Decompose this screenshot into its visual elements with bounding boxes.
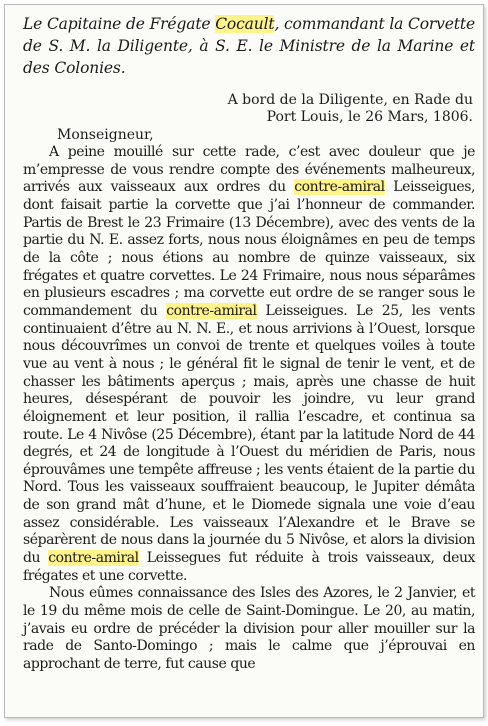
paragraph-1-text-b: Leisseigues, dont faisait partie la corvette que j’ai l’honneur de commander. Partis de Brest le 23 Frimaire (13 Décembre), avec des vents de la partie du N. E. assez forts, nous nous éloignâmes en peu de temps de la côte ; nous étions au nombre de quinze vaisseaux, six frégates et quatre corvettes. Le 24 Frimaire, nous nous séparâmes en plusieurs escadres ; ma corvette eut ordre de se ranger sous le commandement du: [23, 179, 475, 319]
document-content: [23, 13, 475, 678]
document-page: [4, 4, 484, 718]
highlighted-term: contre-amiral: [294, 179, 385, 196]
highlighted-term: contre-amiral: [48, 550, 139, 567]
paragraph-1: [23, 144, 475, 585]
bottom-spacer: [23, 674, 475, 678]
place-date-line-2: Port Louis, le 26 Mars, 1806.: [266, 109, 473, 125]
header-text-start: Le Capitaine de Frégate: [23, 15, 216, 33]
paragraph-1-text-d: Leissegues fut réduite à trois vaisseaux, deux frégates et une corvette.: [23, 550, 475, 584]
paragraph-2-text: Nous eûmes connaissance des Isles des Azores, le 2 Janvier, et le 19 du même mois de celle de Saint-Domingue. Le 20, au matin, j’avais eu ordre de précéder la division pour aller mouiller sur la rade de Santo-Domingo ; mais le calme que j’éprouvai en approchant de terre, fut cause que: [23, 585, 475, 673]
document-header: [23, 13, 475, 79]
paragraph-1-text-c: Leisseigues. Le 25, les vents continuaient d’être au N. N. E., et nous arrivions à l’Ouest, lorsque nous découvrîmes un convoi de trente et quelques voiles à toute vue au vent à nous ; le général fit le signal de tenir le vent, et de chasser les bâtiments aperçus ; mais, après une chasse de huit heures, désespérant de pouvoir les joindre, vu leur grand éloignement et leur position, il rallia l’escadre, et continua sa route. Le 4 Nivôse (25 Décembre), étant par la latitude Nord de 44 degrés, et 24 de longitude à l’Ouest du méridien de Paris, nous éprouvâmes une tempête affreuse ; les vents étaient de la partie du Nord. Tous les vaisseaux souffraient beaucoup, le Jupiter démâta de son grand mât d’hune, et le Diomede signala une voie d’eau assez considérable. Les vaisseaux l’Alexandre et le Brave se séparèrent de nous dans la journée du 5 Nivôse, et alors la division du: [23, 302, 475, 567]
highlighted-name: Cocault: [215, 15, 275, 33]
highlighted-term: contre-amiral: [166, 302, 257, 319]
paragraph-1-text-a: A peine mouillé sur cette rade, c’est avec douleur que je m’empresse de vous rendre compte des événements malheureux, arrivés aux vaisseaux aux ordres du: [23, 144, 475, 196]
paragraph-2: [23, 585, 475, 673]
header-text-end: , commandant la Corvette de S. M. la Diligente, à S. E. le Ministre de la Marine et des Colonies.: [23, 15, 475, 77]
place-date-line-1: A bord de la Diligente, en Rade du: [227, 92, 473, 108]
salutation: Monseigneur,: [57, 127, 154, 143]
